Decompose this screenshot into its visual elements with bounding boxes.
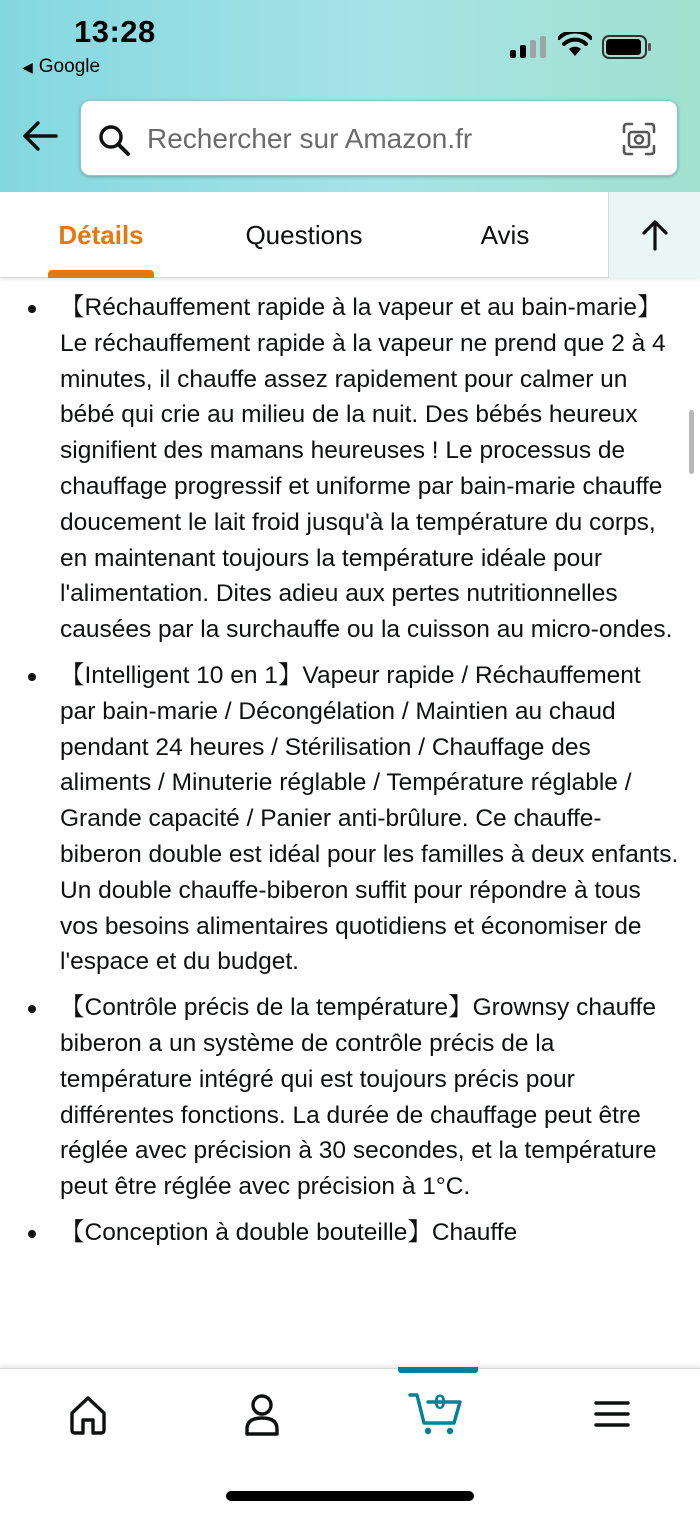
home-icon[interactable] bbox=[58, 1389, 118, 1439]
back-triangle-icon: ◀ bbox=[22, 59, 33, 75]
back-to-app-link[interactable] bbox=[22, 56, 100, 78]
feature-bullets bbox=[0, 290, 700, 1261]
status-bar bbox=[0, 0, 700, 90]
tab-questions[interactable]: Questions bbox=[245, 220, 363, 250]
section-tabs bbox=[0, 192, 700, 278]
scroll-to-top-button[interactable] bbox=[608, 192, 700, 278]
battery-icon bbox=[602, 35, 652, 59]
list-item bbox=[0, 658, 700, 980]
tab-details[interactable]: Détails bbox=[58, 220, 144, 250]
cart-button[interactable] bbox=[406, 1389, 466, 1439]
search-input[interactable] bbox=[147, 119, 607, 159]
arrow-up-icon bbox=[641, 219, 669, 251]
status-time: 13:28 bbox=[74, 14, 156, 49]
bullet-text: 【Conception à double bouteille】Chauffe bbox=[60, 1218, 518, 1246]
cellular-signal-icon bbox=[510, 36, 548, 58]
back-arrow-icon[interactable] bbox=[20, 116, 60, 156]
camera-search-icon[interactable] bbox=[621, 121, 657, 157]
list-item bbox=[0, 1215, 700, 1251]
product-details-content bbox=[0, 278, 700, 1368]
cart-count-badge: 0 bbox=[434, 1391, 446, 1414]
bullet-text: 【Contrôle précis de la température】Grownsy chauffe biberon a un système de contrôle précis de la température intégré qui est toujours précis pour différentes fonctions. La durée de chauffage peut être réglée avec précision à 30 secondes, et la température peut être réglée avec précision à 1°C. bbox=[60, 994, 657, 1201]
bullet-text: 【Intelligent 10 en 1】Vapeur rapide / Réchauffement par bain-marie / Décongélation / Maintien au chaud pendant 24 heures / Stérilisation / Chauffage des aliments / Minuterie réglable / Température réglable / Grande capacité / Panier anti-brûlure. Ce chauffe-biberon double est idéal pour les familles à deux enfants. Un double chauffe-biberon suffit pour répondre à tous vos besoins alimentaires quotidiens et économiser de l'espace et du budget. bbox=[60, 661, 679, 976]
scrollbar-thumb[interactable] bbox=[689, 410, 694, 474]
search-box[interactable] bbox=[80, 100, 678, 176]
bullet-dot bbox=[28, 1230, 36, 1238]
back-app-label: Google bbox=[38, 56, 101, 77]
account-icon[interactable] bbox=[232, 1389, 292, 1439]
bullet-dot bbox=[28, 673, 36, 681]
tab-reviews[interactable]: Avis bbox=[480, 220, 530, 250]
active-tab-indicator bbox=[48, 270, 154, 278]
wifi-icon bbox=[558, 32, 592, 58]
bullet-dot bbox=[28, 305, 36, 313]
top-header bbox=[0, 0, 700, 192]
home-indicator-bar bbox=[226, 1491, 474, 1501]
list-item bbox=[0, 990, 700, 1205]
bullet-text: 【Réchauffement rapide à la vapeur et au bain-marie】Le réchauffement rapide à la vapeur ne prend que 2 à 4 minutes, il chauffe assez rapidement pour calmer un bébé qui crie au milieu de la nuit. Des bébés heureux signifient des mamans heureuses ! Le processus de chauffage progressif et uniforme par bain-marie chauffe doucement le lait froid jusqu'à la température du corps, en maintenant toujours la température idéale pour l'alimentation. Dites adieu aux pertes nutritionnelles causées par la surchauffe ou la cuisson au micro-ondes. bbox=[60, 294, 673, 644]
list-item bbox=[0, 290, 700, 648]
cart-active-indicator bbox=[398, 1367, 478, 1373]
search-row bbox=[0, 96, 700, 180]
menu-icon[interactable] bbox=[582, 1389, 642, 1439]
bullet-dot bbox=[28, 1005, 36, 1013]
bottom-nav-bar bbox=[0, 1368, 700, 1515]
search-icon bbox=[97, 123, 131, 157]
